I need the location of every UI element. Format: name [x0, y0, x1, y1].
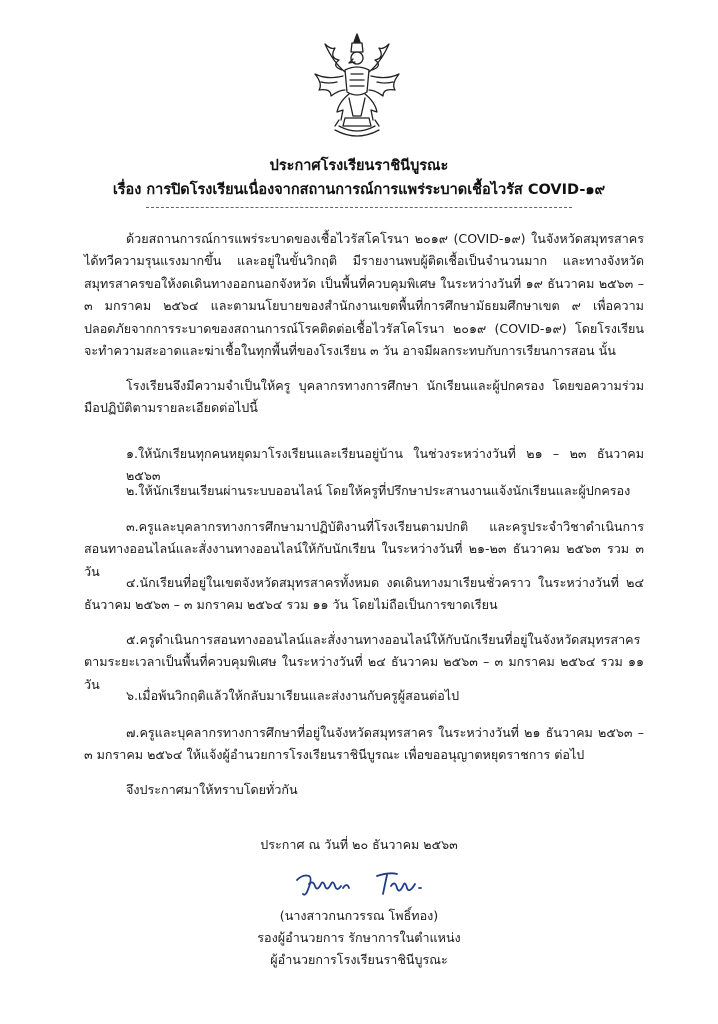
list-item: ๒.ให้นักเรียนเรียนผ่านระบบออนไลน์ โดยให้ครูที่ปรึกษาประสานงานแจ้งนักเรียนและผู้ปกครอง — [126, 483, 631, 498]
list-item-4-wrap — [84, 572, 644, 617]
closing-wrap — [84, 779, 644, 801]
list-item: ๓.ครูและบุคลากรทางการศึกษามาปฏิบัติงานที่โรงเรียนตามปกติ และครูประจำวิชาดำเนินการสอนทางออนไลน์และสั่งงานทางออนไลน์ให้กับนักเรียน ในระหว่างวันที่ ๒๑-๒๓ ธันวาคม ๒๕๖๓ รวม ๓ วัน — [84, 519, 644, 579]
garuda-emblem-icon — [309, 30, 405, 142]
list-item-7-wrap — [84, 722, 644, 767]
signer-name: (นางสาวกนกวรรณ โพธิ์ทอง) — [279, 908, 439, 923]
signer-position-2: ผู้อำนวยการโรงเรียนราชินีบูรณะ — [270, 952, 448, 967]
dashed-divider — [146, 207, 572, 208]
list-item: ๕.ครูดำเนินการสอนทางออนไลน์และสั่งงานทางออนไลน์ให้กับนักเรียนที่อยู่ในจังหวัดสมุทรสาครตามระยะเวลาเป็นพื้นที่ควบคุมพิเศษ ในระหว่างวันที่ ๒๔ ธันวาคม ๒๕๖๓ – ๓ มกราคม ๒๕๖๔ รวม ๑๑ วัน — [84, 632, 644, 692]
list-item: ๗.ครูและบุคลากรทางการศึกษาที่อยู่ในจังหวัดสมุทรสาคร ในระหว่างวันที่ ๒๑ ธันวาคม ๒๕๖๓ – ๓ มกราคม ๒๕๖๔ ให้แจ้งผู้อำนวยการโรงเรียนราชินีบูรณะ เพื่อขออนุญาตหยุดราชการ ต่อไป — [84, 725, 644, 763]
list-item-6-wrap — [84, 685, 644, 707]
closing-line: จึงประกาศมาให้ทราบโดยทั่วกัน — [126, 782, 298, 797]
list-item-2-wrap — [84, 480, 644, 502]
list-item: ๖.เมื่อพ้นวิกฤติแล้วให้กลับมาเรียนและส่งงานกับครูผู้สอนต่อไป — [126, 688, 460, 703]
announcement-title: ประกาศโรงเรียนราชินีบูรณะ — [269, 158, 449, 174]
body-text — [84, 228, 644, 362]
handwritten-signature-icon — [293, 866, 463, 900]
signer-position-1: รองผู้อำนวยการ รักษาการในตำแหน่ง — [257, 930, 461, 945]
body-text-2 — [84, 375, 644, 420]
paragraph-request: โรงเรียนจึงมีความจำเป็นให้ครู บุคลากรทางการศึกษา นักเรียนและผู้ปกครอง โดยขอความร่วมมือปฏิบัติตามรายละเอียดต่อไปนี้ — [84, 378, 644, 416]
announcement-subject: เรื่อง การปิดโรงเรียนเนื่องจากสถานการณ์การแพร่ระบาดเชื้อไวรัส COVID-๑๙ — [112, 182, 606, 198]
paragraph-intro: ด้วยสถานการณ์การแพร่ระบาดของเชื้อไวรัสโคโรนา ๒๐๑๙ (COVID-๑๙) ในจังหวัดสมุทรสาคร ได้ทวีความรุนแรงมากขึ้น และอยู่ในขั้นวิกฤติ มีรายงานพบผู้ติดเชื้อเป็นจำนวนมาก และทางจังหวัดสมุทรสาครขอให้งดเดินทางออกนอกจังหวัด เป็นพื้นที่ควบคุมพิเศษ ในระหว่างวันที่ ๑๙ ธันวาคม ๒๕๖๓ – ๓ มกราคม ๒๕๖๔ และตามนโยบายของสำนักงานเขตพื้นที่การศึกษามัธยมศึกษาเขต ๙ เพื่อความปลอดภัยจากการระบาดของสถานการณ์โรคติดต่อเชื้อไวรัสโคโรนา ๒๐๑๙ (COVID-๑๙) โดยโรงเรียนจะทำความสะอาดและฆ่าเชื้อในทุกพื้นที่ของโรงเรียน ๓ วัน อาจมีผลกระทบกับการเรียนการสอน นั้น — [84, 231, 644, 359]
list-item: ๔.นักเรียนที่อยู่ในเขตจังหวัดสมุทรสาครทั้งหมด งดเดินทางมาเรียนชั่วคราว ในระหว่างวันที่ ๒๔ ธันวาคม ๒๕๖๓ – ๓ มกราคม ๒๕๖๔ รวม ๑๑ วัน โดยไม่ถือเป็นการขาดเรียน — [84, 575, 644, 613]
announce-date: ประกาศ ณ วันที่ ๒๐ ธันวาคม ๒๕๖๓ — [260, 837, 458, 852]
list-item: ๑.ให้นักเรียนทุกคนหยุดมาโรงเรียนและเรียนอยู่บ้าน ในช่วงระหว่างวันที่ ๒๑ – ๒๓ ธันวาคม ๒๕๖๓ — [126, 446, 644, 484]
